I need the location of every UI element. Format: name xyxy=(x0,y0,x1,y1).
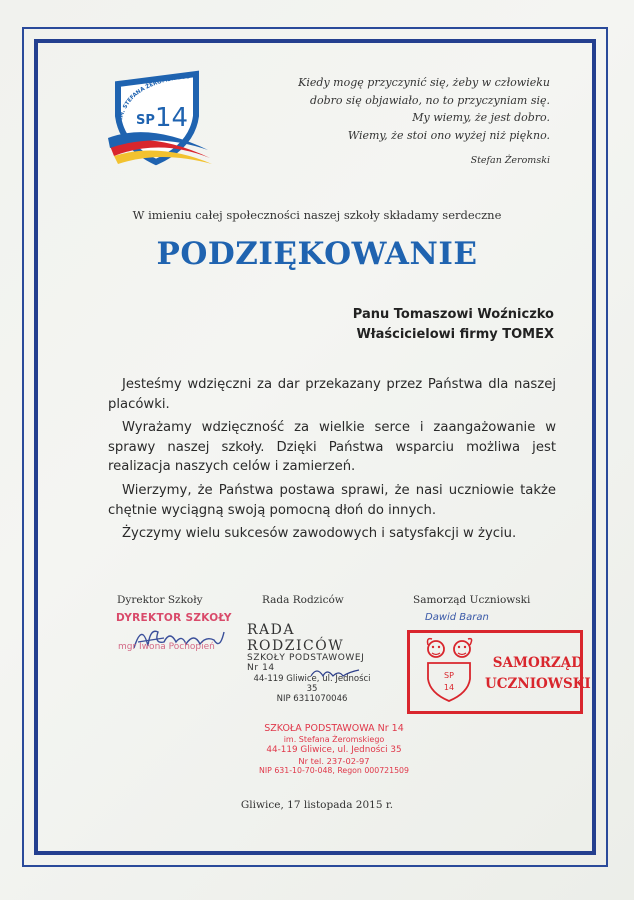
school-stamp xyxy=(248,724,420,777)
quote-author: Stefan Żeromski xyxy=(470,155,550,166)
body-paragraph: Życzymy wielu sukcesów zawodowych i satysfakcji w życiu. xyxy=(122,526,517,542)
director-label: Dyrektor Szkoły xyxy=(117,594,203,606)
logo-arc-text: IM. STEFANA ŻEROMSKIEGO xyxy=(118,74,191,121)
parents-stamp-address: 44-119 Gliwice, ul. Jedności 35 xyxy=(253,674,371,694)
parents-label: Rada Rodziców xyxy=(262,594,344,606)
school-stamp-line: Nr tel. 237-02-97 xyxy=(298,755,370,766)
students-label: Samorząd Uczniowski xyxy=(413,594,531,606)
svg-text:14: 14 xyxy=(443,683,455,692)
parents-stamp-nip: NIP 6311070046 xyxy=(276,694,348,704)
svg-text:SP: SP xyxy=(136,113,155,128)
school-stamp-line: 44-119 Gliwice, ul. Jedności 35 xyxy=(266,745,402,755)
svg-text:14: 14 xyxy=(155,103,189,133)
svg-text:SP: SP xyxy=(444,671,454,680)
page-title: PODZIĘKOWANIE xyxy=(156,236,478,272)
director-stamp xyxy=(112,612,252,662)
body-paragraph: Jesteśmy wdzięczni za dar przekazany przez Państwa dla naszej placówki. xyxy=(108,377,556,412)
school-stamp-line: im. Stefana Żeromskiego xyxy=(283,734,385,744)
body-text xyxy=(108,375,556,548)
director-stamp-title: DYREKTOR SZKOŁY xyxy=(116,612,232,624)
recipient-company: Właścicielowi firmy TOMEX xyxy=(356,327,554,342)
quote-line: My wiemy, że jest dobro. xyxy=(412,111,550,124)
body-paragraph: Wyrażamy wdzięczność za wielkie serce i zaangażowanie w sprawy naszej szkoły. Dzięki Państwa wsparciu możliwa jest realizacja naszych celów i zamierzeń. xyxy=(108,420,556,475)
parents-signature-icon xyxy=(309,664,369,682)
parents-stamp-title: RADA RODZICÓW xyxy=(247,622,345,654)
parents-stamp-school: SZKOŁY PODSTAWOWEJ Nr 14 xyxy=(247,653,365,673)
recipient-name: Panu Tomaszowi Woźniczko xyxy=(352,307,554,322)
students-stamp-line: UCZNIOWSKI xyxy=(485,676,591,692)
students-stamp xyxy=(407,630,591,714)
body-paragraph: Wierzymy, że Państwa postawa sprawi, że nasi uczniowie także chętnie wyciągną swoją pomocną dłoń do innych. xyxy=(108,482,556,518)
school-stamp-line: SZKOŁA PODSTAWOWA Nr 14 xyxy=(264,723,404,734)
school-logo xyxy=(100,68,215,168)
students-emblem-icon xyxy=(420,627,482,707)
parents-stamp xyxy=(247,622,377,704)
students-stamp-line: SAMORZĄD xyxy=(492,655,583,671)
quote-line: dobro się objawiało, no to przyczyniam się. xyxy=(309,93,550,107)
intro-text: W imieniu całej społeczności naszej szkoły składamy serdeczne xyxy=(132,208,502,222)
quote-line: Wiemy, że stoi ono wyżej niż piękno. xyxy=(347,128,550,142)
director-stamp-name: mgr Iwona Pochopień xyxy=(118,642,215,652)
students-signature: Dawid Baran xyxy=(425,612,489,623)
school-stamp-line: NIP 631-10-70-048, Regon 000721509 xyxy=(259,766,409,775)
date-line: Gliwice, 17 listopada 2015 r. xyxy=(240,799,394,811)
quote-block xyxy=(250,74,550,170)
quote-line: Kiedy mogę przyczynić się, żeby w człowieku xyxy=(298,76,550,89)
director-signature-icon xyxy=(124,620,234,660)
recipient-block xyxy=(353,305,554,345)
students-stamp-text xyxy=(485,653,591,695)
